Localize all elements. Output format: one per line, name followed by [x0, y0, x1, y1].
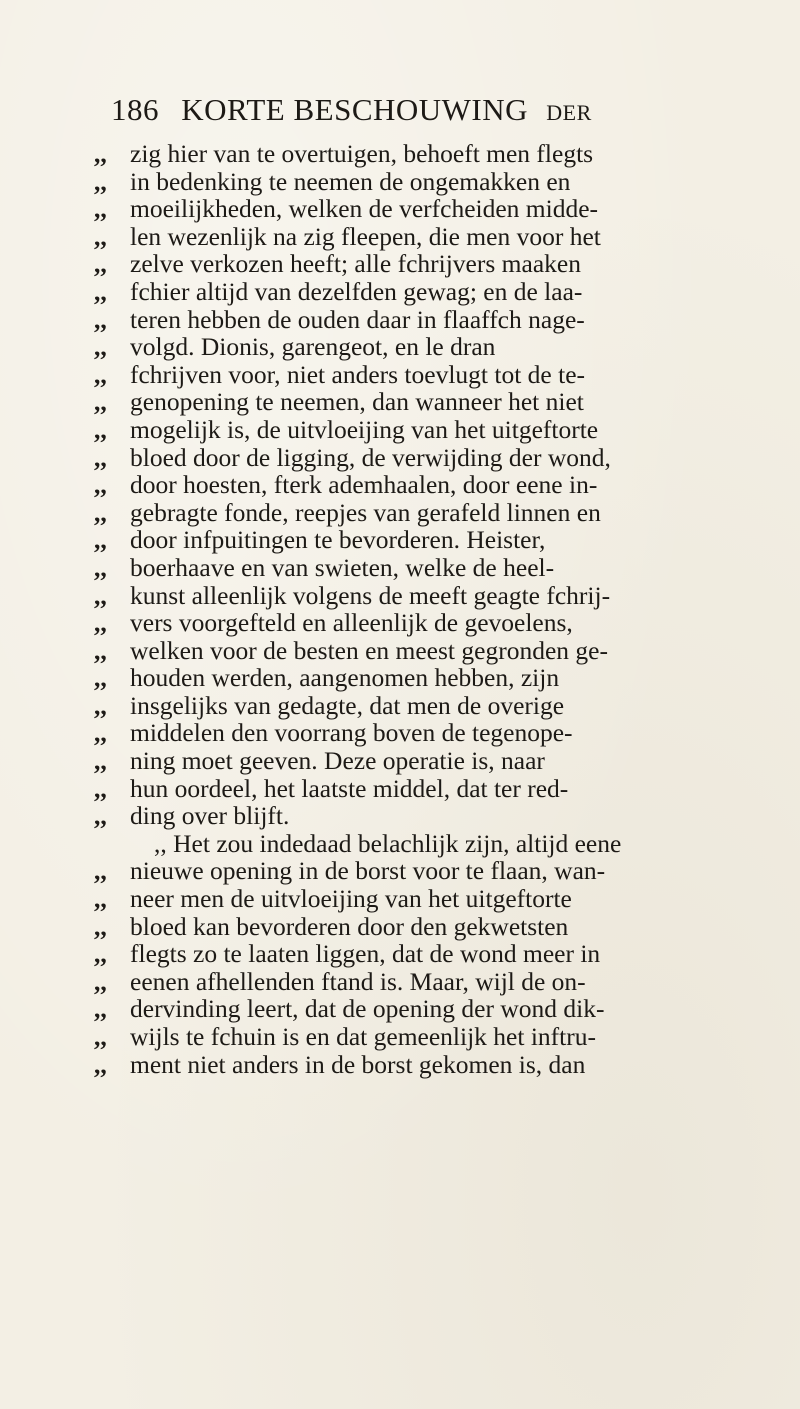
line-text: genopening te neemen, dan wanneer het niet — [130, 387, 584, 417]
quote-mark: ,, — [94, 884, 107, 914]
text-line — [94, 747, 734, 775]
text-line — [94, 775, 734, 803]
line-text: door infpuitingen te bevorderen. Heister, — [130, 525, 546, 555]
line-text: volgd. Dionis, garengeot, en le dran — [130, 332, 496, 362]
text-line — [94, 168, 734, 196]
quote-mark: ,, — [94, 608, 107, 638]
line-text: nieuwe opening in de borst voor te flaan, wan- — [130, 856, 606, 886]
quote-mark: ,, — [94, 221, 107, 251]
line-text: zelve verkozen heeft; alle fchrijvers maaken — [130, 249, 581, 279]
line-text: gebragte fonde, reepjes van gerafeld linnen en — [130, 497, 601, 527]
quote-mark: ,, — [94, 497, 107, 527]
quote-mark: ,, — [94, 442, 107, 472]
page-number: 186 — [111, 92, 159, 127]
text-line — [94, 250, 734, 278]
line-text: middelen den voorrang boven de tegenope- — [130, 718, 573, 748]
line-text: fchrijven voor, niet anders toevlugt tot de te- — [130, 359, 586, 389]
quote-mark: ,, — [94, 470, 107, 500]
quote-mark: ,, — [94, 939, 107, 969]
text-line — [94, 278, 734, 306]
quote-mark: ,, — [94, 966, 107, 996]
quote-mark: ,, — [94, 552, 107, 582]
quote-mark: ,, — [94, 773, 107, 803]
quote-mark: ,, — [94, 276, 107, 306]
line-text: teren hebben de ouden daar in flaaffch nage- — [130, 304, 585, 334]
text-line — [94, 857, 734, 885]
text-line — [94, 361, 734, 389]
line-text: door hoesten, fterk ademhaalen, door eene in- — [130, 470, 598, 500]
quote-mark: ,, — [94, 194, 107, 224]
quote-mark: ,, — [94, 663, 107, 693]
text-line — [94, 554, 734, 582]
line-text: kunst alleenlijk volgens de meeft geagte fchrij- — [130, 580, 611, 610]
text-line — [94, 1051, 734, 1079]
quote-mark: ,, — [94, 387, 107, 417]
line-text: mogelijk is, de uitvloeijing van het uitgeftorte — [130, 414, 599, 444]
quote-mark: ,, — [94, 801, 107, 831]
quote-mark: ,, — [94, 580, 107, 610]
quote-mark: ,, — [94, 718, 107, 748]
text-line — [94, 582, 734, 610]
text-line — [94, 471, 734, 499]
text-line — [94, 223, 734, 251]
line-text: eenen afhellenden ftand is. Maar, wijl de on- — [130, 966, 586, 996]
line-text: len wezenlijk na zig fleepen, die men voor het — [130, 221, 601, 251]
quote-mark: ,, — [94, 746, 107, 776]
text-line — [94, 637, 734, 665]
quote-mark: ,, — [94, 332, 107, 362]
line-text: houden werden, aangenomen hebben, zijn — [130, 663, 560, 693]
running-title: KORTE BESCHOUWING — [181, 92, 529, 127]
quote-mark: ,, — [94, 304, 107, 334]
quote-mark: ,, — [94, 249, 107, 279]
quote-mark: ,, — [94, 690, 107, 720]
line-text: ding over blijft. — [130, 801, 290, 831]
quote-mark: ,, — [94, 994, 107, 1024]
text-line — [94, 719, 734, 747]
line-text: zig hier van te overtuigen, behoeft men flegts — [130, 139, 594, 168]
text-line — [94, 416, 734, 444]
quote-mark: ,, — [94, 911, 107, 941]
quote-mark: ,, — [94, 635, 107, 665]
line-text: bloed kan bevorderen door den gekwetsten — [130, 911, 569, 941]
quote-mark: ,, — [94, 1049, 107, 1079]
text-line — [94, 664, 734, 692]
quote-mark: ,, — [94, 166, 107, 196]
text-line — [94, 499, 734, 527]
line-text: fchier altijd van dezelfden gewag; en de laa- — [130, 276, 583, 306]
line-text: ,, Het zou indedaad belachlijk zijn, altijd eene — [154, 828, 622, 858]
quote-mark: ,, — [94, 359, 107, 389]
line-text: wijls te fchuin is en dat gemeenlijk het inftru- — [130, 1022, 596, 1051]
text-line — [94, 195, 734, 223]
text-line — [94, 140, 734, 168]
quote-mark: ,, — [94, 1022, 107, 1051]
text-line — [94, 388, 734, 416]
line-text: vers voorgefteld en alleenlijk de gevoelens, — [130, 608, 573, 638]
running-title-tail: DER — [546, 100, 592, 125]
line-text: bloed door de ligging, de verwijding der wond, — [130, 442, 611, 472]
line-text: in bedenking te neemen de ongemakken en — [130, 166, 571, 196]
text-line — [94, 940, 734, 968]
text-line — [94, 609, 734, 637]
text-line — [94, 885, 734, 913]
line-text: flegts zo te laaten liggen, dat de wond meer in — [130, 939, 601, 969]
text-line — [94, 692, 734, 720]
text-line — [94, 1023, 734, 1051]
text-line — [94, 306, 734, 334]
quote-mark: ,, — [94, 856, 107, 886]
line-text: neer men de uitvloeijing van het uitgeftorte — [130, 884, 572, 914]
text-line — [94, 526, 734, 554]
line-text: hun oordeel, het laatste middel, dat ter red- — [130, 773, 569, 803]
text-line — [94, 968, 734, 996]
text-line — [94, 913, 734, 941]
line-text: moeilijkheden, welken de verfcheiden midde- — [130, 194, 599, 224]
line-text: boerhaave en van swieten, welke de heel- — [130, 552, 555, 582]
quote-mark: ,, — [94, 414, 107, 444]
line-text: ment niet anders in de borst gekomen is, dan — [130, 1049, 586, 1079]
body-text — [94, 140, 734, 1078]
quote-mark: ,, — [94, 525, 107, 555]
text-line — [94, 333, 734, 361]
quote-mark: ,, — [94, 139, 107, 168]
line-text: dervinding leert, dat de opening der wond dik- — [130, 994, 605, 1024]
text-line — [94, 995, 734, 1023]
text-line — [94, 444, 734, 472]
running-header — [111, 92, 711, 132]
text-line-paragraph-start — [94, 830, 734, 858]
line-text: insgelijks van gedagte, dat men de overige — [130, 690, 565, 720]
line-text: welken voor de besten en meest gegronden ge- — [130, 635, 608, 665]
line-text: ning moet geeven. Deze operatie is, naar — [130, 746, 545, 776]
text-line — [94, 802, 734, 830]
